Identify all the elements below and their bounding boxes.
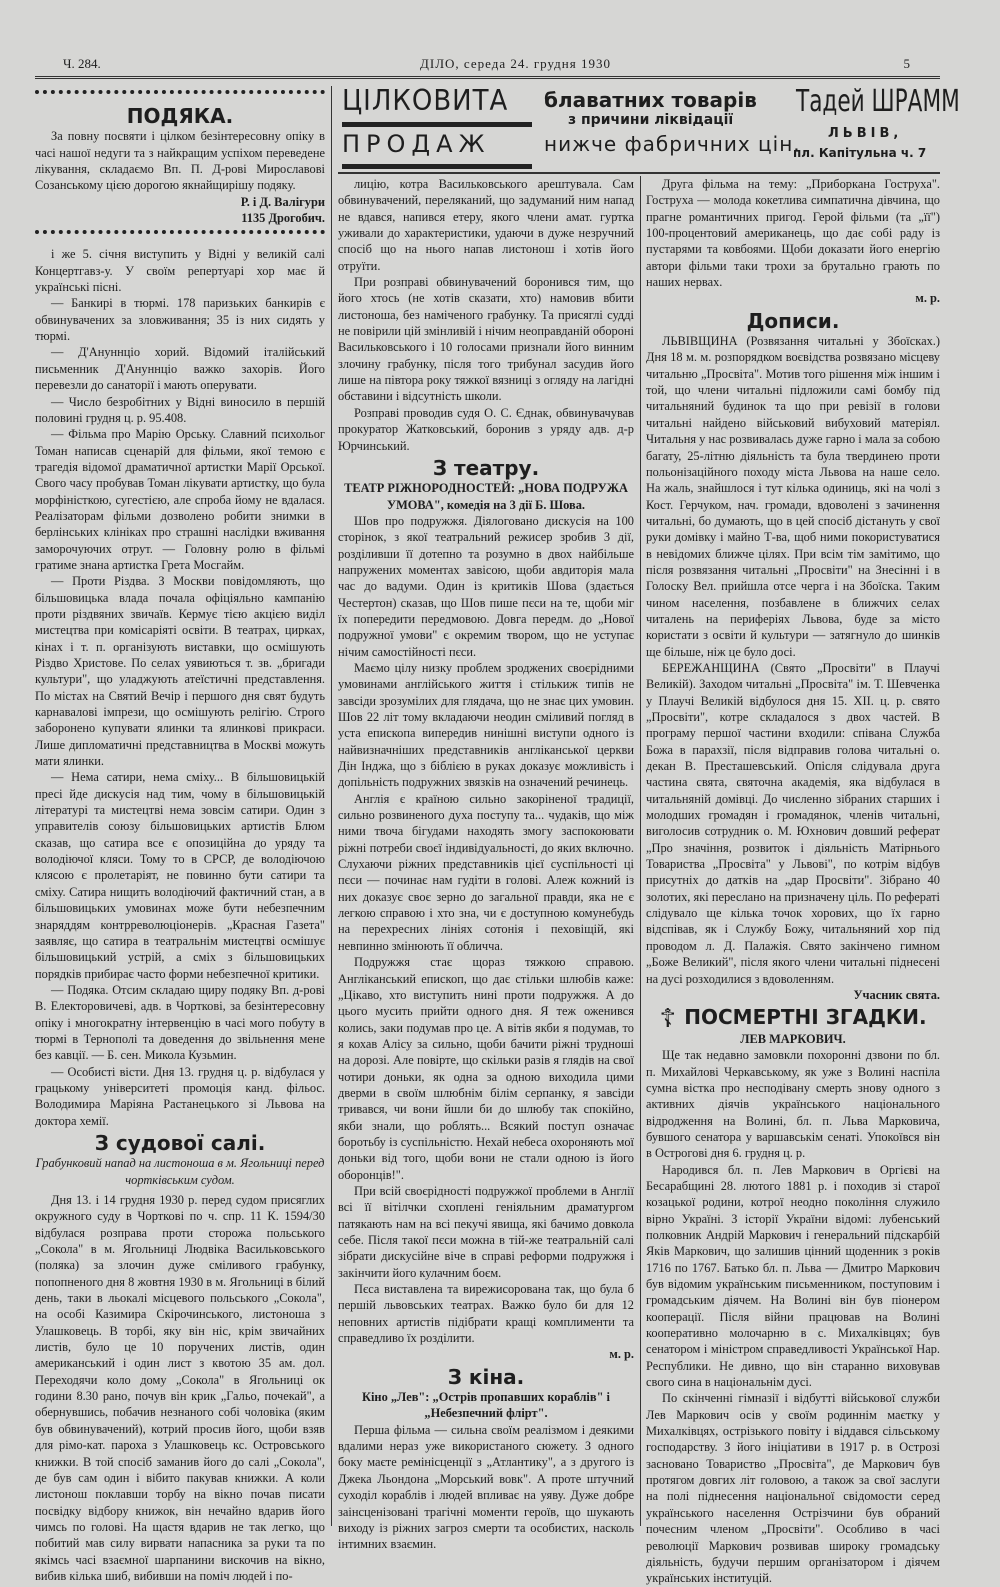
paragraph-text: Маємо цілу низку проблем зроджених своєрідними умовинами англійського життя і стількиж типів не завсіди зрозумілих для глядача, що не знає цих умовин. Шов 22 літ тому вкладаючи неодин сміливий погляд в уста епископа випередив нинішні виступи одного із найвизначніших представників англіканської церкви Дін Інджа, що з біблією в руках доказує можливість і допільність подружних звязків на означений речинець. bbox=[338, 660, 634, 790]
paragraph-text: і же 5. січня виступить у Відні у великій салі Концертгавз-у. У своїм репертуарі хор має й українські пісні. bbox=[35, 247, 325, 295]
article-title-text: Кіно „Лев": „Острів пропавших кораблів" і „Небезпечний флірт". bbox=[362, 1390, 610, 1421]
orthodox-cross-icon: ☦ bbox=[659, 1003, 677, 1034]
paragraph bbox=[35, 426, 325, 573]
paragraph-text: — Д'Ануннціо хорий. Відомий італійський письменник Д'Ануннціо важко захорів. Його перевезли до санаторії і мають оперувати. bbox=[35, 345, 325, 393]
section-heading-text: ПОСМЕРТНІ ЗГАДКИ. bbox=[684, 1005, 927, 1030]
signature-text: м. р. bbox=[609, 1347, 634, 1362]
issue-number: Ч. 284. bbox=[63, 56, 101, 71]
paragraph-text: Подружжя стає щораз тяжкою справою. Англіканський епископ, що дає стільки шлюбів каже: „Цікаво, хто виступить нині проти подружжя. А до цього мусить прийти одного дня. Я теж оженився колись, заки подумав про це. А вітів якби я подумав, то я кохав Алісу за сильно, щоби бачити ріжні трудноші на дорозі. Але повірте, що скільки разів я глядів на свої чотири доньки, як одна за одною виходила цими дверми в своїм шлюбнім білім серпанку, я завсіди тривався, чи вони йшли би до шлюбу так спокійно, якби знали, що роблять... Всякий поступ означає боротьбу із суспільністю. Нехай небеса охороняють мої доньки від того, щоби вони не стали одною із його оборонців!". bbox=[338, 955, 634, 1182]
paragraph bbox=[338, 1281, 634, 1346]
paragraph bbox=[338, 176, 634, 274]
section-heading-text: З кіна. bbox=[447, 1364, 525, 1389]
paragraph-text: Друга фільма на тему: „Приборкана Гоструха". Гоструха — молода кокетлива симпатична дівчина, що прагне романтичних пригод. Герой фільми (та „її") 100-процентовий американець, що дає собі раду із пустарями та ковбоями. Щоби доказати його енергію автори фільми таки трохи за брутально грають по наших нервах. bbox=[646, 177, 940, 290]
subheading bbox=[35, 1155, 325, 1188]
paragraph-text: лицію, котра Васильковського арештувала. Сам обвинувачений, переляканий, що задуманий ним напад не вдався, напився етеру, якого члени амат. гуртка уживали до характеристики, удаючи в дуже незручний спосіб що на нього напав листонош і хотів його отруїти. bbox=[338, 177, 634, 273]
paragraph bbox=[338, 954, 634, 1183]
newspaper-title-date: ДІЛО, середа 24. грудня 1930 bbox=[420, 56, 611, 71]
paragraph-text: Розправі проводив судя О. С. Єднак, обвинувачував прокуратор Жатковський, боронив з уряду адв. д-р Юрчинський. bbox=[338, 405, 634, 453]
paragraph bbox=[338, 274, 634, 405]
ad-headline-left: ЦІЛКОВИТА bbox=[342, 84, 509, 118]
section-heading-text: Дописи. bbox=[746, 308, 840, 333]
paragraph bbox=[646, 660, 940, 987]
paragraph bbox=[35, 573, 325, 769]
paragraph bbox=[338, 791, 634, 954]
dotted-separator bbox=[35, 230, 325, 242]
paragraph-text: — Нема сатири, нема сміху... В більшовицькій пресі йде дискусія над тим, чому в більшовицькій літературі та мистецтві нема зовсім сатири. Один з управителів союзу більшовицьких артистів Блюм сказав, що сатира все є опозиційна до уряду та володіючої кляси. Тому то в СРСР, де володіючою клясою є пролетаріят, не повинно бути сатири та сміху. Сатира нищить володіючий фактичний стан, а в більшовицьких умовинах може бути небезпечним знаряддям контрреволюціонерів. „Красная Газета" заявляє, що сатира в театральнім мистецтві осмішує більшовицький устрій, а сміх з більшовицьких порядків прибирає часто форми небезпечної критики. bbox=[35, 770, 325, 981]
paragraph bbox=[338, 513, 634, 660]
paragraph bbox=[35, 982, 325, 1064]
ad-line-2: з причини ліквідації bbox=[568, 112, 734, 128]
advertisement bbox=[338, 84, 960, 174]
paragraph bbox=[35, 128, 325, 193]
ad-bar bbox=[342, 164, 532, 169]
signature-text: 1135 Дрогобич. bbox=[241, 211, 325, 226]
column-divider bbox=[331, 86, 332, 1526]
paragraph-text: Народився бл. п. Лев Маркович в Оргієві на Бесарабщині 28. лютого 1881 р. і походив зі старої козацької родини, котрої неодно покоління служило вірно Україні. З історії України відомі: лубенський полковник Андрій Маркович і генеральний підскарбій Яків Маркович, що залишив цінний щоденник з років 1716 по 1767. Батько бл. п. Льва — Дмитро Маркович був відомим українським письменником, поступовим і громадським діячем. На Волині він був піонером кооперації. Після війни працював на Волині кооперативно молочарню в с. Михалківцях; був сенатором і міністром справедливості Української Нар. Республики. Не дивно, що він старанно виховував свого сина в національнім дусі. bbox=[646, 1162, 940, 1390]
signature bbox=[646, 290, 940, 306]
paragraph-text: — Особисті вісти. Дня 13. грудня ц. р. відбулася у грацькому університеті промоція канд. фільос. Володимира Маріяна Растанецького зі Львова на доктора хемії. bbox=[35, 1064, 325, 1128]
paragraph-text: Ще так недавно замовкли похоронні дзвони по бл. п. Михайлові Черкавському, як уже з Волині наспіла сумна вістка про несподівану смерть знову одного з активних діячів українського національного відродження на Волині, бл. п. Льва Марковича, бувшого сенатора у варшавськім сенаті. Упокоївся він в Острогові дня 6. грудня ц. р. bbox=[646, 1048, 940, 1161]
paragraph bbox=[646, 1162, 940, 1391]
signature-text: м. р. bbox=[915, 291, 940, 306]
section-heading bbox=[338, 455, 634, 480]
paragraph-text: При розправі обвинувачений боронився тим, що його хтось (не хотів сказати, хто) намовив вбити листоноша, без наміченого грабунку. Та присяглі судді не повірили цій змінливій і нічим неоправданій обороні Васильковського і 10 голосами признали його винним злочину грабунку, після того трибунал засудив його лише на півтора року тяжкої вязниці з огляду на лагідні обставини і відсутність школи. bbox=[338, 275, 634, 404]
paragraph bbox=[35, 1064, 325, 1129]
paragraph bbox=[646, 1390, 940, 1586]
paragraph-text: Пєса виставлена та вирежисорована так, що була б першій львовських театрах. Важко було би для 12 неповних артистів підібрати кращі комплименти та справедливо їх розділити. bbox=[338, 1282, 634, 1346]
paragraph bbox=[35, 295, 325, 344]
column-divider bbox=[640, 176, 641, 1526]
paragraph-text: ЛЬВІВЩИНА (Розвязання читальні у Збоїсках.) Дня 18 м. м. розпорядком воєвідства розвязано місцеву читальню „Просвіта". Мотив того рішення між іншим і той, що члени читальні підложили самі бомбу під читальняний будинок та що при ревізії в голови читальні найдено військовий вибуховий матеріял. Читальня у нас розвивалась дуже гарно і мала за собою багату, 25-літню діяльність та була твердинею проти польонізаційного походу міста Львова на наше село. На жаль, знайшлося і тут кілька одиниць, які на чолі з Кост. Герчуком, нач. громади, вдоволені з зачинення читальні, бо думають, що в цей спосіб дістануть у свої руки домівку і майно Т-ва, щоб ними покористуватися в невідомих ближче цілях. При всім тім замітимо, що після розвязання читальні „Просвіти" на Знесінні і в Голоску Вел. прийшла отсе черга і на Збоїска. Таким чином населення, позбавлене в ближчих селах читалень на периферіях Львова, буде за місто користати з освіти й культури — затягнуло до шинків ще більше, ніж це було досі. bbox=[646, 334, 940, 659]
paragraph-text: — Подяка. Отсим складаю щиру подяку Вп. д-рові В. Електоровичеві, адв. в Чорткові, за безінтересовну опіку і многократну інтервенцію в часі мого побуту в тюрмі в Тернополі та доведення до звільнення мене без кавції. — Б. сен. Микола Кузьмин. bbox=[35, 982, 325, 1063]
article-title bbox=[338, 1389, 634, 1422]
dotted-separator bbox=[35, 90, 325, 102]
signature-text: Учасник свята. bbox=[853, 987, 940, 1002]
paragraph bbox=[338, 405, 634, 454]
article-title-text: ТЕАТР РІЖНОРОДНОСТЕЙ: „НОВА ПОДРУЖА УМОВА", комедія на 3 дії Б. Шова. bbox=[344, 481, 628, 512]
ad-line-3: нижче фабричних цін. bbox=[544, 132, 801, 156]
paragraph bbox=[338, 1422, 634, 1553]
paragraph bbox=[646, 176, 940, 290]
section-heading-text: З судової салі. bbox=[94, 1130, 266, 1155]
ad-address: пл. Капітульна ч. 7 bbox=[793, 146, 927, 160]
page-number: 5 bbox=[903, 56, 910, 71]
column-3 bbox=[646, 176, 940, 1586]
paragraph-text: По скінченні гімназії і відбутті військової служби Лев Маркович осів у своїм родиннім маєтку у Михалківцях, острізького повіту і віддався сільському господарству. З його ініціативи в 1917 р. в Острозі засновано Товариство „Просвіта", де Маркович був протягом довгих літ головою, а також за свої заслуги на полі піднесення національної свідомости серед українського населення Острізчини був обраний почесним членом „Просвіти". Особливо в часі революції Маркович розвивав широку громадську діяльність, будучи першим організатором і діячем українських інституцій. bbox=[646, 1391, 940, 1586]
paragraph bbox=[35, 1192, 325, 1584]
signature bbox=[338, 1346, 634, 1362]
paragraph bbox=[35, 394, 325, 427]
paragraph bbox=[646, 1047, 940, 1161]
article-title bbox=[646, 1031, 940, 1047]
paragraph-text: При всій своєрідності подружжої проблеми в Англії всі її вітілчки схоплені геніяльним драматургом патякають нам на всі пекучі явища, які бачимо довкола себе. Після такої пєси можна в тій-же театральній салі зібрати дискусійне віче в справі реформи подружжя і закінчити його кулачним боєм. bbox=[338, 1183, 634, 1280]
paragraph bbox=[338, 660, 634, 791]
paragraph bbox=[646, 333, 940, 660]
section-heading bbox=[646, 1003, 940, 1034]
paragraph-text: Перша фільма — сильна своїм реалізмом і деякими вдалими нераз уже використаного сюжету. З одного боку маєте ремінісценції з „Атлантику", а з другого із Джека Льондона „Морський вовк". А проте штучний суходіл кораблів і людей впливає на уяву. Дуже добре заінсценізовані трагічні моменти героїв, що шукають виходу із ріжних загроз смерти та особистих, насколь інтимних взаємин. bbox=[338, 1422, 634, 1552]
ad-line-1: блаватних товарів bbox=[544, 88, 757, 112]
paragraph-text: Дня 13. і 14 грудня 1930 р. перед судом присяглих окружного суду в Чорткові по ч. спр. 11 К. 1594/30 відбулася розправа проти сторожа польського „Сокола" в м. Ягольниці Людвіка Васильковського (поляка) за злочин дуже сміливого грабунку, попопненого дня 8 жовтня 1930 в м. Ягольниці в білий день, таки в льокалі місцевого польського „Сокола", на особі Казимира Скірочинського, листоноша з Улашковець. В торбі, яку він ніс, крім звичайних листів, було це 10 поручених листів, один американський і один лист з квотою 35 ам. дол. Переходячи коло дому „Сокола" в Ягольниці ок години 8.30 рано, почув він крик „Гальо, почекай", а обернувшись, побачив незнаного собі чоловіка (яким був обвинувачений), котрий просив його, щоби взяв для рімо-кат. пароха з Улашковець кс. Островського книжки. В той спосіб заманив його до салі „Сокола", де був сам один і вібито пакував книжки. А коли листонош поклавши торбу на вікно почав писати посвідку відбору книжок, він нечайно вдарив його чимсь по голові. На щастя вдарив не так легко, що побитий мав силу вирвати напасника за руки та по якімсь часі взаємної шарпанини вискочив на вікно, вибив кілька шиб, вибивши на поміч людей і по- bbox=[35, 1193, 325, 1583]
signature bbox=[35, 194, 325, 210]
section-heading bbox=[35, 104, 325, 128]
ad-headline-sale: ПРОДАЖ bbox=[342, 130, 491, 158]
paragraph-text: — Банкирі в тюрмі. 178 паризьких банкирів є обвинувачених за зловживання; 35 із них сидять у тюрмі. bbox=[35, 296, 325, 344]
paragraph bbox=[35, 769, 325, 981]
signature-text: Р. і Д. Валігури bbox=[240, 194, 325, 209]
paragraph-text: Англія є країною сильно закоріненої традиції, сильно розвиненого духа поступу та... чудаків, що між ними твоча бігудами находять змогу заспокоювати ріжні потреби своєї індивідуальності, до яких включно. Слухаючи ріжних представників цієї суспільності ці пєси — починає нам гудіти в голові. Алеж кожний із них доказує своє зерно до загальної правди, яка не є легкою справою і хто зна, чи є доступною комунебудь на перехресних лініях сотонія і пеховіщій, які невпинно змінюють її обличча. bbox=[338, 791, 634, 953]
section-heading bbox=[35, 1130, 325, 1155]
paragraph bbox=[338, 1183, 634, 1281]
paragraph bbox=[35, 246, 325, 295]
signature bbox=[35, 210, 325, 226]
paragraph bbox=[35, 344, 325, 393]
subheading-text: Грабунковий напад на листоноша в м. Ягольниці перед чортківським судом. bbox=[35, 1156, 325, 1187]
article-title bbox=[338, 480, 634, 513]
paragraph-text: БЕРЕЖАНЩИНА (Свято „Просвіти" в Плаучі Великій). Заходом читальні „Просвіта" ім. Т. Шевченка у Плаучі Великій відбулося дня 15. XII. ц. р. свято „Просвіти", котре складалося з двох частей. В програму першої частини входили: співана Служба Божа в парахзії, після відправив голова читальні о. декан В. Престашевський. Опісля слідувала друга частина свята, святочна академія, яка відбулася в читальняній домівці. До численно зібраних старших і молодших громадян і громадянок, членів читальні, виголосив сотрудник о. М. Юхнович довший реферат „Про значіння, розвиток і діяльність Матірнього Товариства „Просвіта" у Львові", по котрім відбув присутніх до датків на „дар Просвіти". Зібрано 40 золотих, які переслано на призначену ціль. По рефераті слідувало ще кілька точок хорових, що їх гарно відспівав, як і Службу Божу, читальняний хор під проводом л. Д. Палажія. Свято закінчено гимном „Боже Великий", після якого члени читальні піднесені на дусі розходилися з вдоволенням. bbox=[646, 660, 940, 986]
column-2 bbox=[338, 176, 634, 1552]
article-title-text: ЛЕВ МАРКОВИЧ. bbox=[740, 1031, 846, 1046]
section-heading bbox=[646, 308, 940, 333]
section-heading-text: ПОДЯКА. bbox=[126, 104, 234, 128]
paragraph-text: — Фільма про Марію Орську. Славний психольог Томан написав сценарій для фільми, якої темою є трагедія відомої драматичної артистки Марії Орської. Свого часу пробував Томан лікувати артистку, що була морфіністкою, сугестією, але спроба йому не вдалася. Реалізаторам фільми дозволено робити знимки в берлінських клініках про страшні наслідки вживання заморочуючих отрут. — Головну ролю в фільмі гратиме знана артистка Грета Мосгайм. bbox=[35, 427, 325, 572]
column-1 bbox=[35, 86, 325, 1583]
section-heading bbox=[338, 1364, 634, 1389]
ad-firm-name: Тадей ШРАММ bbox=[796, 84, 960, 119]
paragraph-text: Шов про подружжя. Діялоговано дискусія на 100 сторінок, з якої театральний режисер зробив 3 дії, розділивши її дотепно та розумно в двох найбільше напружених моментах завісою, щоби авдиторія мала час до вадуми. Один із критиків Шова (здається Честертон) сказав, що Шов пише пєси на те, щоби міг їх попередити передмовою. Довга передм. до „Нової подружної умови" є окремим твором, що не уступає нічим самостійності пєси. bbox=[338, 513, 634, 659]
ad-city: ЛЬВІВ, bbox=[828, 126, 903, 141]
section-heading-text: З театру. bbox=[432, 455, 540, 480]
paragraph-text: — Проти Різдва. З Москви повідомляють, що більшовицька влада почала офіціяльно кампанію проти різдвяних звичаїв. Кермує тією акцією виділ мистецтва при комісаріяті освіти. В театрах, цирках, кінах і т. п. організують виставки, що осмішують Різдво Христове. По селах уявиються т. зв. „бригади культури", що уладжують атеїстичні представлення. По містах на Святий Вечір і першого дня свят будуть карнавалові імпрези, що осмішують релігію. Строго заборонено купувати ялинки та ялинкові прикраси. Лише дипломатичні представництва в Москві можуть мати ялинки. bbox=[35, 574, 325, 769]
masthead bbox=[35, 52, 940, 79]
paragraph-text: — Число безробітних у Відні виносило в першій половині грудня ц. р. 95.408. bbox=[35, 394, 325, 425]
ad-bar bbox=[342, 122, 532, 127]
paragraph-text: За повну посвяти і цілком безінтересовну опіку в часі нашої недуги та з найкращим успіхом переведене лікування, складаємо Вп. П. Д-рові Мирославові Созанському цією дорогою якнайщирішу подяку. bbox=[35, 129, 325, 193]
signature bbox=[646, 987, 940, 1003]
